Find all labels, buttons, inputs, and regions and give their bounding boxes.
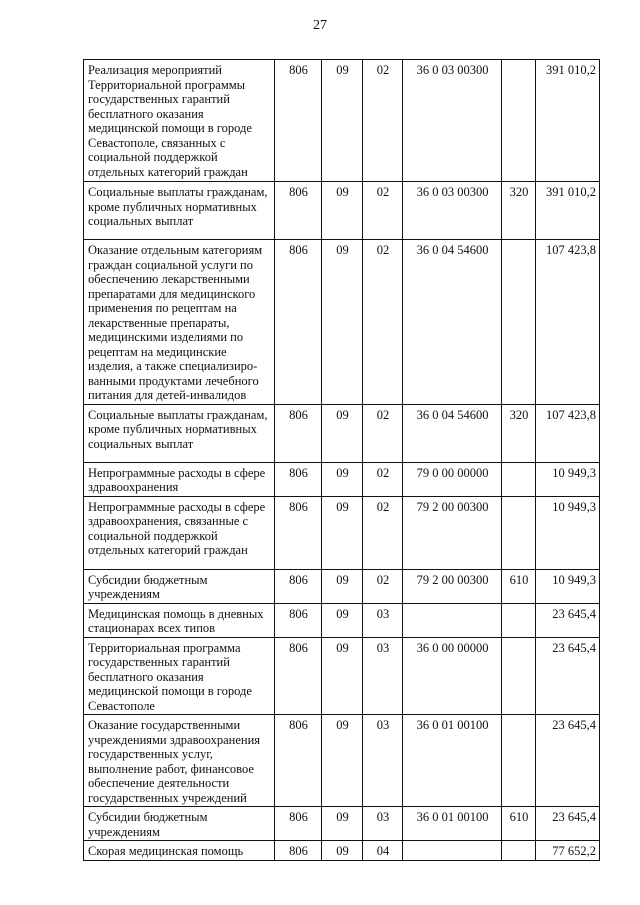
ministry-code-cell: 806: [275, 807, 322, 841]
target-article-cell: 36 0 04 54600: [403, 404, 502, 462]
expense-name-cell: Территориальная программа государственных гарантий бесплатного оказания медицинской помощи в городе Севастополе: [84, 637, 275, 715]
budget-table: [83, 59, 600, 861]
expense-type-cell: [502, 715, 536, 807]
expense-name-cell: Субсидии бюджетным учреждениям: [84, 569, 275, 603]
section-code-cell: 09: [322, 240, 363, 405]
subsection-code-cell: 02: [363, 462, 403, 496]
table-row: [84, 637, 600, 715]
expense-name-cell: Скорая медицинская помощь: [84, 841, 275, 861]
amount-cell: 10 949,3: [536, 462, 600, 496]
subsection-code-cell: 02: [363, 496, 403, 569]
target-article-cell: 79 0 00 00000: [403, 462, 502, 496]
table-row: [84, 240, 600, 405]
amount-cell: 23 645,4: [536, 807, 600, 841]
section-code-cell: 09: [322, 496, 363, 569]
subsection-code-cell: 02: [363, 404, 403, 462]
table-row: [84, 807, 600, 841]
section-code-cell: 09: [322, 841, 363, 861]
subsection-code-cell: 03: [363, 807, 403, 841]
table-row: [84, 603, 600, 637]
amount-cell: 391 010,2: [536, 60, 600, 182]
target-article-cell: 79 2 00 00300: [403, 496, 502, 569]
ministry-code-cell: 806: [275, 569, 322, 603]
expense-name-cell: Социальные выплаты гражданам, кроме публичных нормативных социальных выплат: [84, 182, 275, 240]
table-row: [84, 60, 600, 182]
expense-type-cell: [502, 603, 536, 637]
expense-type-cell: [502, 496, 536, 569]
ministry-code-cell: 806: [275, 603, 322, 637]
ministry-code-cell: 806: [275, 240, 322, 405]
ministry-code-cell: 806: [275, 841, 322, 861]
expense-name-cell: Непрограммные расходы в сфере здравоохранения, связанные с социальной поддержкой отдельных категорий граждан: [84, 496, 275, 569]
section-code-cell: 09: [322, 637, 363, 715]
amount-cell: 10 949,3: [536, 496, 600, 569]
target-article-cell: 36 0 04 54600: [403, 240, 502, 405]
target-article-cell: 36 0 03 00300: [403, 60, 502, 182]
subsection-code-cell: 04: [363, 841, 403, 861]
target-article-cell: [403, 603, 502, 637]
ministry-code-cell: 806: [275, 462, 322, 496]
expense-type-cell: [502, 60, 536, 182]
table-row: [84, 462, 600, 496]
section-code-cell: 09: [322, 715, 363, 807]
expense-name-cell: Реализация мероприятий Территориальной программы государственных гарантий бесплатного оказания медицинской помощи в городе Севастополе, связанных с социальной поддержкой отдельных категорий граждан: [84, 60, 275, 182]
ministry-code-cell: 806: [275, 182, 322, 240]
target-article-cell: 36 0 03 00300: [403, 182, 502, 240]
subsection-code-cell: 03: [363, 715, 403, 807]
target-article-cell: 79 2 00 00300: [403, 569, 502, 603]
amount-cell: 23 645,4: [536, 603, 600, 637]
ministry-code-cell: 806: [275, 60, 322, 182]
table-body: [84, 60, 600, 861]
page-number: 27: [313, 18, 327, 33]
target-article-cell: 36 0 00 00000: [403, 637, 502, 715]
expense-name-cell: Субсидии бюджетным учреждениям: [84, 807, 275, 841]
ministry-code-cell: 806: [275, 637, 322, 715]
section-code-cell: 09: [322, 462, 363, 496]
expense-type-cell: [502, 841, 536, 861]
section-code-cell: 09: [322, 807, 363, 841]
target-article-cell: [403, 841, 502, 861]
target-article-cell: 36 0 01 00100: [403, 807, 502, 841]
section-code-cell: 09: [322, 60, 363, 182]
subsection-code-cell: 02: [363, 240, 403, 405]
expense-name-cell: Оказание государственными учреждениями здравоохранения государственных услуг, выполнение работ, финансовое обеспечение деятельности государственных учреждений: [84, 715, 275, 807]
table-row: [84, 569, 600, 603]
amount-cell: 107 423,8: [536, 240, 600, 405]
target-article-cell: 36 0 01 00100: [403, 715, 502, 807]
table-row: [84, 182, 600, 240]
table-row: [84, 404, 600, 462]
subsection-code-cell: 02: [363, 60, 403, 182]
subsection-code-cell: 03: [363, 637, 403, 715]
amount-cell: 23 645,4: [536, 637, 600, 715]
amount-cell: 23 645,4: [536, 715, 600, 807]
ministry-code-cell: 806: [275, 496, 322, 569]
amount-cell: 107 423,8: [536, 404, 600, 462]
expense-type-cell: [502, 637, 536, 715]
expense-type-cell: [502, 462, 536, 496]
amount-cell: 10 949,3: [536, 569, 600, 603]
section-code-cell: 09: [322, 603, 363, 637]
expense-name-cell: Оказание отдельным категориям граждан социальной услуги по обеспечению лекарственными препаратами для медицинского применения по рецептам на лекарственные препараты, медицинскими изделиями по рецептам на медицинские изделия, а также специализиро-ванными продуктами лечебного питания для детей-инвалидов: [84, 240, 275, 405]
ministry-code-cell: 806: [275, 404, 322, 462]
table-row: [84, 841, 600, 861]
section-code-cell: 09: [322, 404, 363, 462]
table-row: [84, 715, 600, 807]
expense-type-cell: 320: [502, 404, 536, 462]
expense-name-cell: Социальные выплаты гражданам, кроме публичных нормативных социальных выплат: [84, 404, 275, 462]
expense-type-cell: 610: [502, 569, 536, 603]
table-row: [84, 496, 600, 569]
subsection-code-cell: 02: [363, 182, 403, 240]
ministry-code-cell: 806: [275, 715, 322, 807]
subsection-code-cell: 03: [363, 603, 403, 637]
expense-name-cell: Медицинская помощь в дневных стационарах всех типов: [84, 603, 275, 637]
amount-cell: 77 652,2: [536, 841, 600, 861]
expense-type-cell: [502, 240, 536, 405]
amount-cell: 391 010,2: [536, 182, 600, 240]
section-code-cell: 09: [322, 569, 363, 603]
expense-type-cell: 610: [502, 807, 536, 841]
section-code-cell: 09: [322, 182, 363, 240]
expense-type-cell: 320: [502, 182, 536, 240]
subsection-code-cell: 02: [363, 569, 403, 603]
expense-name-cell: Непрограммные расходы в сфере здравоохранения: [84, 462, 275, 496]
